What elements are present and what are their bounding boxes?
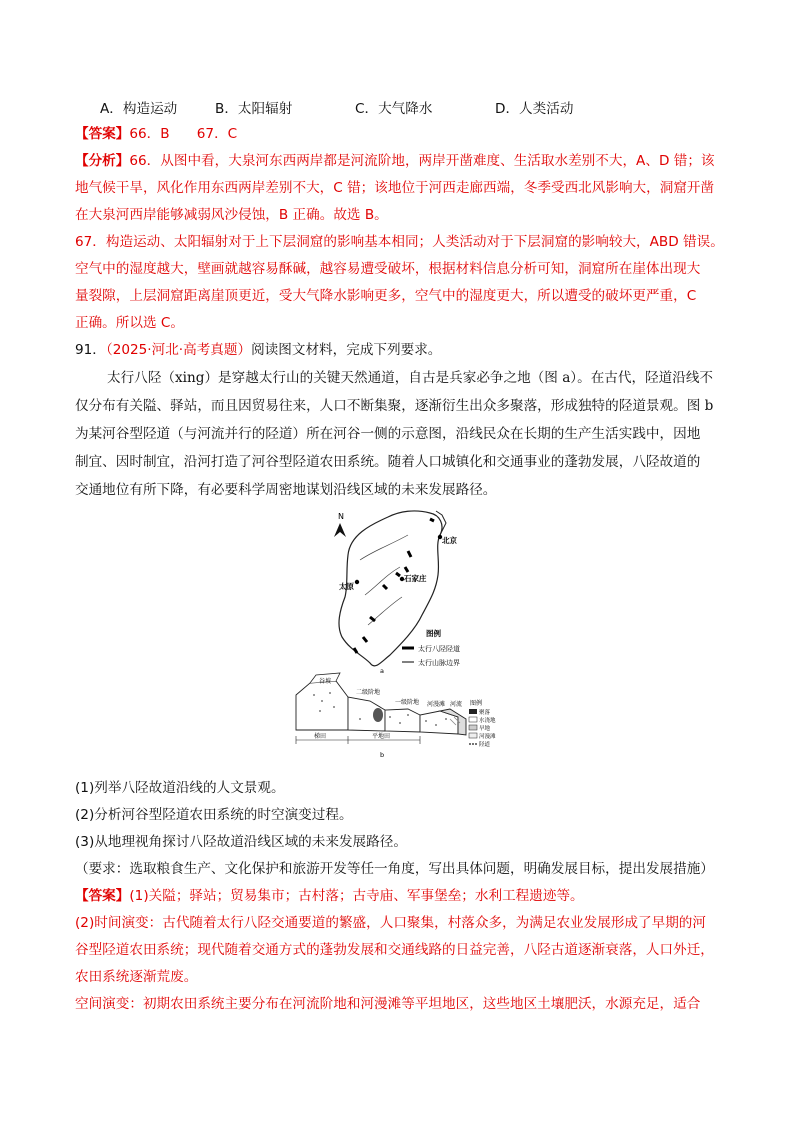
choice-c: C．大气降水 [355, 101, 433, 117]
analysis-tag: 【分析】 [75, 153, 130, 169]
section-b [296, 673, 496, 759]
legend-a-item-2: 太行山脉边界 [418, 659, 460, 667]
answer-line-2: (2)时间演变：古代随着太行八陉交通要道的繁盛，人口聚集，村落众多，为满足农业发展形成了早期的河 [75, 915, 706, 931]
answer-line-3: 谷型陉道农田系统；现代随着交通方式的蓬勃发展和交通线路的日益完善，八陉古道逐渐衰落，人口外迁， [75, 942, 714, 958]
legend-b-item-2: 水浇地 [479, 718, 496, 724]
analysis-line-7: 正确。所以选 C。 [75, 315, 184, 331]
analysis-line-5: 空气中的湿度越大，壁画就越容易酥碱，越容易遭受破坏，根据材料信息分析可知，洞窟所在崖体出现大 [75, 261, 701, 277]
legend-b-item-1: 聚落 [479, 710, 491, 716]
flat-field-label: 平地田 [372, 733, 391, 740]
legend-a-title: 图例 [426, 629, 441, 638]
question-number: 91． [75, 342, 106, 358]
north-arrow [334, 512, 346, 537]
legend-a-item-1: 太行八陉陉道 [418, 645, 460, 653]
taiyuan-dot [355, 580, 359, 584]
figure-b-label: b [380, 751, 385, 759]
valley-slope-block [296, 681, 348, 730]
answer-text: 66．B 67．C [129, 126, 238, 142]
choice-b: B．太阳辐射 [215, 101, 293, 117]
analysis-line-6: 量裂隙，上层洞窟距离崖顶更近，受大气降水影响更多，空气中的湿度更大，所以遭受的破坏更严重，C [75, 288, 697, 304]
north-label: N [338, 512, 344, 521]
map-a [334, 511, 460, 675]
pass-markers [354, 519, 434, 653]
terrace1-label: 一级阶地 [395, 699, 420, 706]
answer-line-4: 农田系统逐渐荒废。 [75, 969, 198, 985]
taiyuan-label: 太原 [339, 582, 354, 591]
choice-d: D．人类活动 [495, 101, 574, 117]
material-line-1: 太行八陉（xing）是穿越太行山的关键天然通道，自古是兵家必争之地（图 a）。在古代，陉道沿线不 [107, 370, 714, 386]
answer2-text-1: (1)关隘；驿站；贸易集市；古村落；古寺庙、军事堡垒；水利工程遗迹等。 [129, 888, 584, 904]
material-line-5: 交通地位有所下降，有必要科学周密地谋划沿线区域的未来发展路径。 [75, 482, 497, 498]
valley-slope-label: 谷坡 [319, 678, 332, 685]
answer-66-67 [75, 124, 735, 144]
shijiazhuang-label: 石家庄 [404, 574, 427, 583]
answer2-tag: 【答案】 [75, 888, 130, 904]
analysis-line-4: 67．构造运动、太阳辐射对于上下层洞窟的影响基本相同；人类活动对于下层洞窟的影响较大，ABD 错误。 [75, 234, 724, 250]
terrace2-label: 二级阶地 [356, 689, 381, 696]
answer-line-5: 空间演变：初期农田系统主要分布在河流阶地和河漫滩等平坦地区，这些地区土壤肥沃，水源充足，适合 [75, 996, 701, 1012]
legend-b-item-5: 陉道 [479, 742, 491, 748]
question-1: (1)列举八陉故道沿线的人文景观。 [75, 780, 285, 796]
figure-taihang [290, 505, 510, 775]
question-3: (3)从地理视角探讨八陉故道沿线区域的未来发展路径。 [75, 834, 407, 850]
analysis-line-2: 地气候干旱，风化作用东西两岸差别不大，C 错；该地位于河西走廊西端，冬季受西北风影响大，洞窟开凿 [75, 180, 715, 196]
legend-b-title: 图例 [470, 700, 483, 707]
floodplain-label: 河漫滩 [427, 701, 446, 708]
question-prompt: 阅读图文材料，完成下列要求。 [251, 342, 442, 358]
beijing-label: 北京 [442, 536, 457, 545]
terrace1-block [385, 709, 420, 732]
figure-svg [290, 505, 510, 775]
answer-tag: 【答案】 [75, 126, 130, 142]
settlement-mark [373, 708, 383, 722]
figure-a-label: a [380, 667, 384, 675]
question-91-header [75, 340, 735, 360]
taihang-mountain-boundary [339, 511, 442, 666]
question-requirement: （要求：选取粮食生产、文化保护和旅游开发等任一角度，写出具体问题，明确发展目标，提出发展措施） [75, 861, 714, 877]
legend-b-item-4: 河漫滩 [479, 734, 496, 740]
answer-line-1 [75, 886, 735, 906]
river-label: 河流 [450, 701, 463, 708]
material-line-4: 制宜、因时制宜，沿河打造了河谷型陉道农田系统。随着人口城镇化和交通事业的蓬勃发展，八陉故道的 [75, 454, 701, 470]
legend-b-item-3: 旱地 [479, 726, 491, 732]
analysis-line-3: 在大泉河西岸能够减弱风沙侵蚀，B 正确。故选 B。 [75, 207, 388, 223]
analysis-text-1: 66．从图中看，大泉河东西两岸都是河流阶地，两岸开凿难度、生活取水差别不大，A、D 错；该 [129, 153, 715, 169]
material-line-2: 仅分布有关隘、驿站，而且因贸易往来，人口不断集聚，逐渐衍生出众多聚落，形成独特的陉道景观。图 b [75, 398, 714, 414]
terrace-field-label: 梯田 [314, 733, 327, 740]
choice-a: A．构造运动 [100, 101, 178, 117]
question-2: (2)分析河谷型陉道农田系统的时空演变过程。 [75, 807, 353, 823]
question-source: （2025·河北·高考真题） [105, 342, 252, 358]
material-line-3: 为某河谷型陉道（与河流并行的陉道）所在河谷一侧的示意图，沿线民众在长期的生产生活实践中，因地 [75, 426, 701, 442]
analysis-line-1 [75, 151, 735, 171]
